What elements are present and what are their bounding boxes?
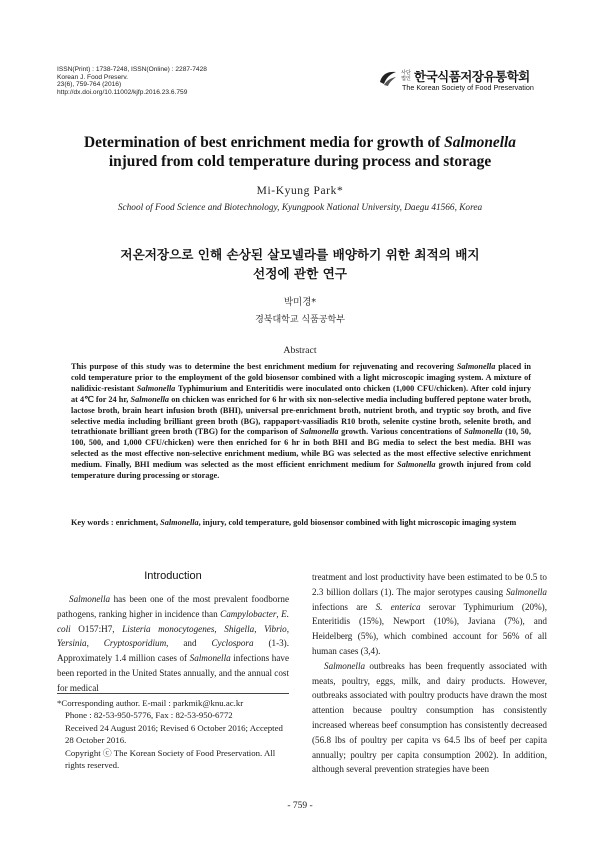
society-corporate-label: 사단 법인 xyxy=(401,70,411,82)
abstract-segment: growth. Various concentrations of xyxy=(338,427,465,437)
affiliation-korean: 경북대학교 식품공학부 xyxy=(255,315,345,325)
introduction-paragraph-1-continued xyxy=(312,570,547,659)
introduction-paragraph-2 xyxy=(312,659,547,777)
abstract-segment: on chicken was enriched for 6 hr with six non-selective media including buffered peptone water broth, lactose broth, brain heart infusion broth (BHI), universal pre-enrichment broth, nutrient broth, and tryptic soy broth, and five selective media including brilliant green broth (BG), rappaport-vassiliadis R10 broth, selenite cystine broth, selenite broth, and tetrathionate brilliant green broth (TBG) for the comparison of xyxy=(71,394,532,437)
paragraph-segment: infections are xyxy=(312,601,376,612)
footnote-divider xyxy=(57,693,289,694)
article-title-korean xyxy=(40,245,560,283)
paragraph-segment: has been one of the most prevalent foodborne pathogens, ranking higher in incidence than xyxy=(57,594,289,619)
introduction-heading: Introduction xyxy=(144,570,202,582)
organism-name: Salmonella xyxy=(130,394,170,404)
organism-name: Salmonella xyxy=(505,586,547,597)
organism-name: Cyclospora xyxy=(211,638,254,649)
author-name-korean: 박미경* xyxy=(283,297,317,308)
paragraph-segment: , xyxy=(86,638,104,649)
organism-name: Listeria monocytogenes xyxy=(122,623,215,634)
keywords xyxy=(71,518,531,529)
author-name-english: Mi-Kyung Park* xyxy=(256,185,344,197)
keyword-text: enrichment, xyxy=(115,518,161,527)
organism-name: Salmonella xyxy=(324,660,366,671)
paragraph-segment: treatment and lost productivity have been estimated to be 0.5 to 2.3 billion dollars (1). The major serotypes causing xyxy=(312,572,547,597)
paragraph-segment: , and xyxy=(166,638,212,649)
organism-name: Salmonella xyxy=(397,460,436,470)
abstract-segment: (10, 50, 100, 500, and 1,000 CFU/chicken) were then enriched for 6 hr in both BHI and BG media to select the best media. BHI was selected as the most effective non-selective enrichment medium, while BG was selected as the most effective selective enrichment medium. Finally, BHI medium was selected as the most efficient enrichment medium for xyxy=(71,427,531,470)
abstract-segment: growth injured from cold temperature during processing or storage. xyxy=(71,460,531,481)
organism-name: Yersinia xyxy=(57,638,87,649)
abstract-segment: placed in cold temperature prior to the employment of the gold biosensor combined with a light microscopic imaging system. A mixture of nalidixic-resistant xyxy=(71,362,531,393)
organism-name: Salmonella xyxy=(69,594,111,604)
right-column xyxy=(312,570,547,777)
paragraph-segment: (1-3). Approximately 1.4 million cases of xyxy=(57,638,289,664)
organism-name: S. enterica xyxy=(375,601,421,612)
abstract-segment: This purpose of this study was to determine the best enrichment medium for rejuvenating and recovering xyxy=(71,362,457,371)
article-title-english xyxy=(40,133,560,171)
paragraph-segment: , xyxy=(276,608,282,619)
paragraph-segment: , xyxy=(214,623,225,634)
title-organism: Salmonella xyxy=(444,134,517,151)
paragraph-segment: , xyxy=(254,623,265,634)
title-part-1: Determination of best enrichment media for growth of xyxy=(83,134,445,151)
organism-name: E. coli xyxy=(57,608,290,634)
society-logo-icon xyxy=(378,68,398,88)
abstract-text xyxy=(71,362,531,482)
organism-name: Campylobacter xyxy=(220,608,277,619)
title-part-2: injured from cold temperature during process and storage xyxy=(108,153,492,170)
keyword-text: , injury, cold temperature, gold biosensor combined with light microscopic imaging system xyxy=(198,518,517,527)
organism-name: Salmonella xyxy=(456,362,496,371)
paragraph-segment: infections have been reported in the United States annually, and the annual cost for medical xyxy=(57,653,289,693)
introduction-paragraph-1 xyxy=(57,592,289,696)
organism-name: Salmonella xyxy=(136,383,176,393)
society-header xyxy=(378,66,558,96)
paragraph-segment: , xyxy=(286,623,290,634)
organism-name: Vibrio xyxy=(264,623,287,634)
page-number: - 759 - xyxy=(287,801,313,811)
title-ko-line-2: 선정에 관한 연구 xyxy=(253,266,347,281)
doi-link[interactable]: http://dx.doi.org/10.11002/kjfp.2016.23.6.759 xyxy=(57,88,188,96)
journal-metadata xyxy=(57,66,277,96)
issn-line: ISSN(Print) : 1738-7248, ISSN(Online) : 2287-7428 xyxy=(57,66,207,73)
paragraph-segment: serovar Typhimurium (20%), Enteritidis (15%), Newport (10%), Javiana (7%), and Heidelberg (5%), which combined account for 56% of all human cases (3,4). xyxy=(312,601,548,656)
organism-name: Shigella xyxy=(224,623,255,634)
abstract-segment: Typhimurium and Enteritidis were inoculated onto chicken (1,000 CFU/chicken). After cold injury at 4℃ for 24 hr, xyxy=(71,383,531,404)
keywords-label: Key words : xyxy=(71,518,116,527)
organism-name: Salmonella xyxy=(160,518,199,527)
left-column xyxy=(57,570,289,696)
society-name: 한국식품저장유통학회 xyxy=(414,69,530,84)
corresponding-author: *Corresponding author. E-mail : parkmik@knu.ac.kr xyxy=(57,698,244,708)
organism-name: Salmonella xyxy=(464,427,503,437)
title-ko-line-1: 저온저장으로 인해 손상된 살모넬라를 배양하기 위한 최적의 배지 xyxy=(120,247,480,262)
paragraph-segment: outbreaks has been frequently associated with meats, poultry, eggs, milk, and dairy products. However, outbreaks associated with poultry products have drawn the most attention because poultry consumption has consistently increased whereas beef consumption has consistently decreased (56.8 lbs of poultry per capita vs 64.5 lbs of beef per capita annually; poultry per capita consumption 2002). In addition, although several prevention strategies have been xyxy=(312,660,547,775)
volume-pages: 23(6), 759-764 (2016) xyxy=(57,81,122,89)
footnote-block xyxy=(57,697,293,771)
abstract-heading: Abstract xyxy=(283,345,317,356)
society-english-name: The Korean Society of Food Preservation xyxy=(402,83,534,92)
organism-name: Salmonella xyxy=(189,653,231,664)
copyright-notice: Copyright ⓒ The Korean Society of Food Preservation. All rights reserved. xyxy=(65,747,276,771)
journal-name: Korean J. Food Preserv. xyxy=(57,73,128,81)
received-dates: Received 24 August 2016; Revised 6 October 2016; Accepted 28 October 2016. xyxy=(65,722,283,746)
affiliation-english: School of Food Science and Biotechnology, Kyungpook National University, Daegu 41566, Korea xyxy=(117,203,483,213)
organism-name: Salmonella xyxy=(300,427,339,437)
organism-name: Cryptosporidium xyxy=(103,638,167,649)
phone-fax: Phone : 82-53-950-5776, Fax : 82-53-950-6772 xyxy=(65,710,233,721)
paragraph-segment: O157:H7, xyxy=(70,623,123,634)
